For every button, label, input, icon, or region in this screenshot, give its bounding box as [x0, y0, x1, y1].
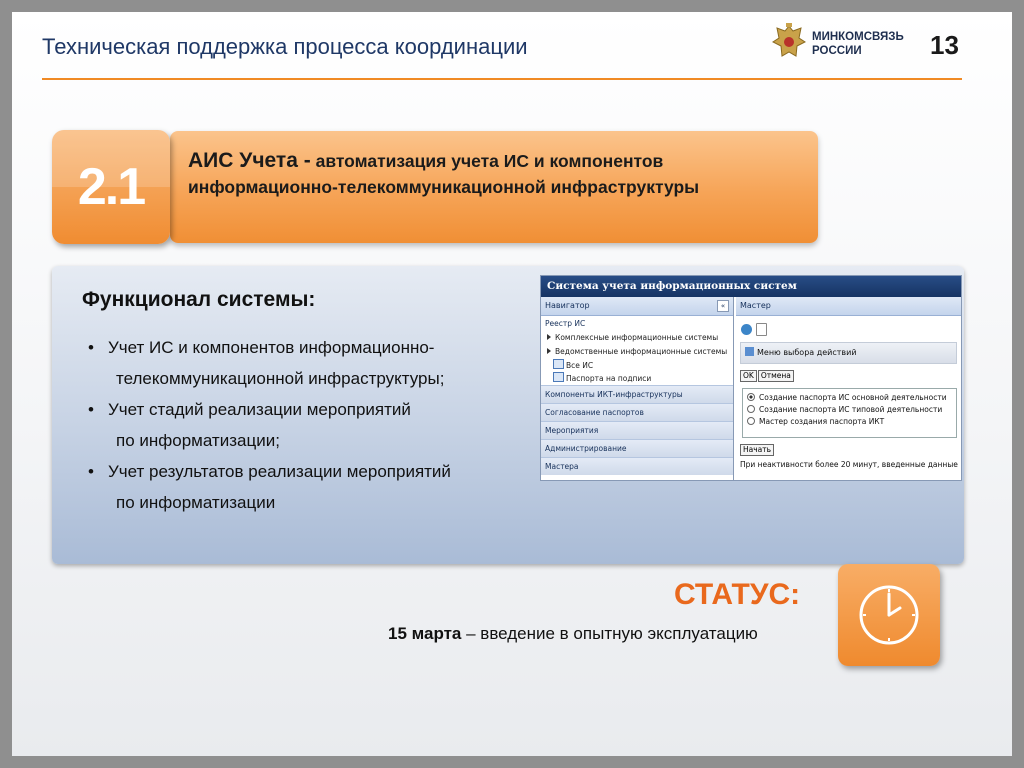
start-button[interactable]: Начать [740, 444, 774, 456]
app-screenshot [540, 275, 962, 481]
expand-arrow-icon [547, 348, 551, 354]
master-toolbar [736, 316, 961, 338]
option-radio[interactable]: Создание паспорта ИС типовой деятельности [747, 404, 952, 416]
bullet-icon: • [88, 338, 94, 357]
logo-line-2: РОССИИ [812, 45, 862, 57]
menu-icon [745, 347, 754, 356]
nav-section[interactable]: Согласование паспортов [541, 403, 733, 421]
bullet-icon: • [88, 462, 94, 481]
status-title: СТАТУС: [674, 578, 801, 611]
start-button-wrap [740, 444, 957, 456]
section-title-bold: АИС Учета - [188, 149, 311, 172]
cancel-button[interactable]: Отмена [758, 370, 794, 382]
bullet-icon: • [88, 400, 94, 419]
list-item: • Учет ИС и компонентов информационно- [82, 332, 542, 363]
refresh-icon[interactable] [741, 324, 752, 335]
nav-leaf[interactable]: Паспорта на подписи [541, 372, 733, 385]
radio-selected-icon [747, 393, 755, 401]
document-icon[interactable] [756, 323, 767, 336]
section-title [188, 148, 808, 200]
status-text: – введение в опытную эксплуатацию [461, 624, 758, 643]
table-icon [553, 372, 564, 382]
nav-item[interactable]: Ведомственные информационные системы [541, 345, 733, 359]
logo-line-1: МИНКОМСВЯЗЬ [812, 31, 904, 43]
page-title: Техническая поддержка процесса координации [42, 34, 528, 59]
list-item-continuation: телекоммуникационной инфраструктуры; [116, 369, 445, 388]
status-date: 15 марта [388, 624, 462, 643]
ok-button[interactable]: OK [740, 370, 757, 382]
expand-arrow-icon [547, 334, 551, 340]
list-item-continuation: по информатизации; [116, 431, 280, 450]
section-title-rest: автоматизация учета ИС и компонентов информационно-телекоммуникационной инфраструктуры [188, 151, 700, 197]
navigator-pane [541, 297, 734, 480]
collapse-icon[interactable]: « [717, 300, 729, 312]
nav-section[interactable]: Администрирование [541, 439, 733, 457]
inactivity-note: При неактивности более 20 минут, введенные данные [740, 460, 958, 469]
nav-leaf[interactable]: Все ИС [541, 359, 733, 372]
section-number: 2.1 [52, 130, 170, 244]
nav-section[interactable]: Компоненты ИКТ-инфраструктуры [541, 385, 733, 403]
features-list [82, 332, 542, 518]
nav-section[interactable]: Мероприятия [541, 421, 733, 439]
list-item-continuation: по информатизации [116, 493, 276, 512]
master-header: Мастер [736, 297, 961, 316]
page-number: 13 [930, 30, 959, 60]
radio-icon [747, 417, 755, 425]
option-radio[interactable]: Мастер создания паспорта ИКТ [747, 416, 952, 428]
coat-of-arms-icon [772, 22, 806, 60]
nav-item[interactable]: Комплексные информационные системы [541, 331, 733, 345]
status-line [388, 624, 758, 644]
app-title: Система учета информационных систем [541, 276, 961, 297]
table-icon [553, 359, 564, 369]
clock-icon [838, 564, 940, 666]
dialog-buttons [740, 370, 957, 382]
features-title: Функционал системы: [82, 288, 316, 311]
list-item: • Учет результатов реализации мероприятий [82, 456, 542, 487]
ministry-logo-text [812, 30, 932, 58]
nav-registry[interactable]: Реестр ИС [545, 319, 586, 328]
options-group [742, 388, 957, 438]
master-pane [736, 297, 961, 480]
clock-tile [838, 564, 940, 666]
list-item: • Учет стадий реализации мероприятий [82, 394, 542, 425]
menu-header: Меню выбора действий [740, 342, 957, 364]
radio-icon [747, 405, 755, 413]
nav-section[interactable]: Мастера [541, 457, 733, 475]
header-divider [42, 78, 962, 80]
navigator-header: Навигатор « [541, 297, 733, 316]
option-radio[interactable]: Создание паспорта ИС основной деятельности [747, 392, 952, 404]
